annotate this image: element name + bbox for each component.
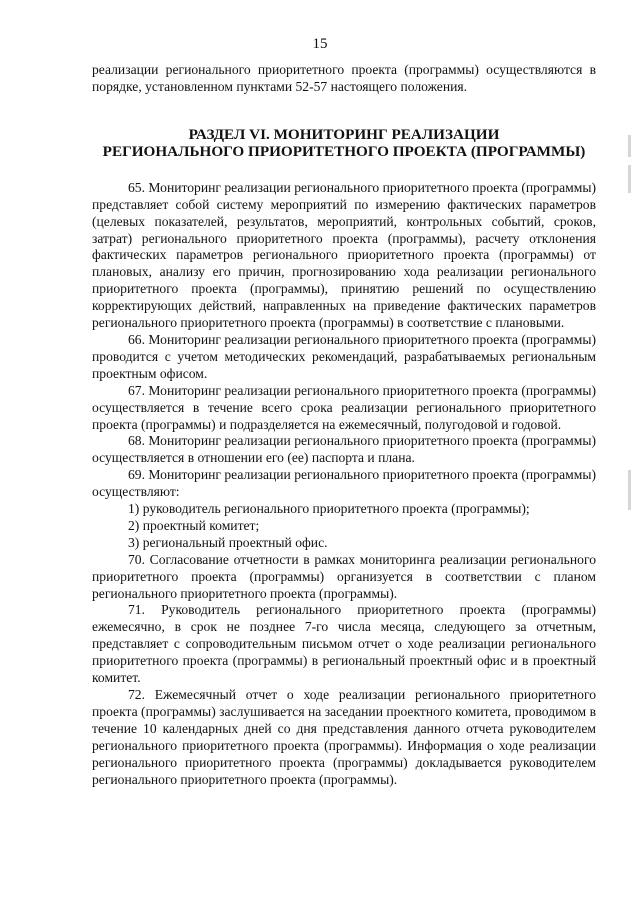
paragraph-69: 69. Мониторинг реализации регионального приоритетного проекта (программы) осуществляют: <box>92 467 596 500</box>
paragraph-67: 67. Мониторинг реализации регионального приоритетного проекта (программы) осуществляется в течение всего срока реализации регионального приоритетного проекта (программы) и подразделяется на ежемесячный, полугодовой и годовой. <box>92 382 596 432</box>
section-title-line-2: РЕГИОНАЛЬНОГО ПРИОРИТЕТНОГО ПРОЕКТА (ПРОГРАММЫ) <box>102 142 586 160</box>
page-number: 15 <box>312 36 328 52</box>
paragraph-65: 65. Мониторинг реализации регионального приоритетного проекта (программы) представляет собой систему мероприятий по измерению фактических параметров (целевых показателей, результатов, мероприятий, контрольных событий, сроков, затрат) регионального приоритетного проекта (программы), расчету отклонения фактических параметров регионального приоритетного проекта (программы) от плановых, анализу его причин, прогнозированию хода реализации регионального приоритетного проекта (программы), принятию решений по осуществлению корректирующих действий, направленных на приведение фактических параметров регионального приоритетного проекта (программы) в соответствие с плановыми. <box>92 179 596 331</box>
list-item-69-1: 1) руководитель регионального приоритетного проекта (программы); <box>128 501 530 517</box>
document-body <box>92 62 596 788</box>
list-item-69-2: 2) проектный комитет; <box>128 517 260 533</box>
intro-paragraph: реализации регионального приоритетного проекта (программы) осуществляются в порядке, установленном пунктами 52-57 настоящего положения. <box>92 62 596 94</box>
section-title-line-1: РАЗДЕЛ VI. МОНИТОРИНГ РЕАЛИЗАЦИИ <box>188 125 500 143</box>
paragraph-66: 66. Мониторинг реализации регионального приоритетного проекта (программы) проводится с учетом методических рекомендаций, разрабатываемых региональным проектным офисом. <box>92 331 596 381</box>
scan-edge-mark <box>628 470 631 510</box>
list-item-69-3: 3) региональный проектный офис. <box>128 534 328 550</box>
paragraph-72: 72. Ежемесячный отчет о ходе реализации регионального приоритетного проекта (программы) заслушивается на заседании проектного комитета, проводимом в течение 10 календарных дней со дня представления данного отчета руководителем регионального приоритетного проекта (программы). Информация о ходе реализации регионального приоритетного проекта (программы) докладывается руководителем регионального приоритетного проекта (программы). <box>92 687 596 787</box>
paragraph-71: 71. Руководитель регионального приоритетного проекта (программы) ежемесячно, в срок не позднее 7-го числа месяца, следующего за отчетным, представляет с сопроводительным письмом отчет о ходе реализации регионального приоритетного проекта (программы) в региональный проектный офис и в проектный комитет. <box>92 602 596 686</box>
scan-edge-mark <box>628 165 631 193</box>
paragraph-68: 68. Мониторинг реализации регионального приоритетного проекта (программы) осуществляется в отношении его (ее) паспорта и плана. <box>92 433 596 466</box>
section-heading <box>92 126 596 160</box>
scan-edge-mark <box>628 135 631 157</box>
paragraph-70: 70. Согласование отчетности в рамках мониторинга реализации регионального приоритетного проекта (программы) организуется в соответствии с планом регионального приоритетного проекта (программы). <box>92 551 596 601</box>
